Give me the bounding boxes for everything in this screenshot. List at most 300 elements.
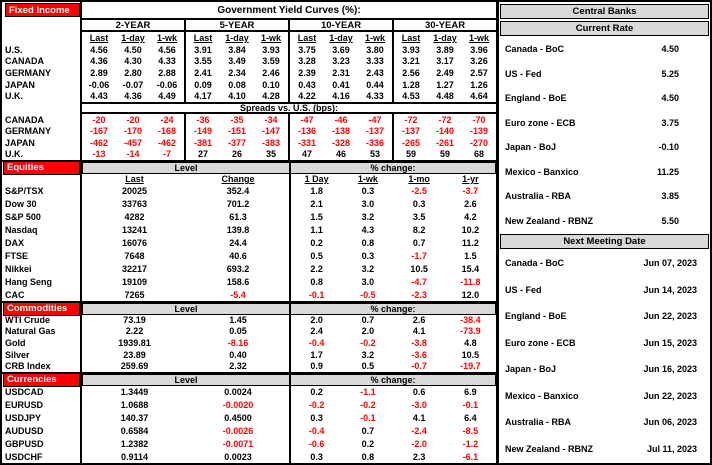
value-cell: -381 (193, 137, 212, 148)
central-bank-row (500, 311, 709, 321)
value-cell: 3.26 (470, 56, 488, 67)
value-cell: -72 (438, 114, 452, 125)
commodities-header-row (2, 301, 496, 314)
last-cell: 1939.81 (118, 337, 151, 348)
col-header-last: Last (125, 174, 144, 184)
table-row (2, 67, 496, 79)
value-cell: 3.17 (436, 56, 454, 67)
instrument-label: CRB Index (2, 360, 82, 372)
bank-value: Jun 07, 2023 (643, 258, 697, 269)
value-cell: -336 (358, 137, 394, 149)
instrument-label: Hang Seng (2, 275, 82, 288)
last-cell: 19109 (121, 276, 148, 287)
value-cell: 2.88 (150, 67, 186, 79)
instrument-label: S&P 500 (2, 211, 82, 224)
value-cell: 26 (231, 149, 242, 160)
value-cell: -35 (230, 114, 244, 125)
currencies-label-cell (2, 374, 82, 385)
value-cell: 3.93 (402, 44, 420, 55)
col-header-1yr: 1-yr (462, 174, 479, 184)
central-bank-row (500, 417, 709, 427)
change-cell: 61.3 (187, 211, 291, 224)
col-header-1wk: 1-wk (468, 33, 489, 43)
bank-name: England - BoE (505, 93, 567, 104)
spreads-table (2, 114, 496, 160)
col-header-last: Last (89, 33, 109, 43)
current-rate-header: Current Rate (500, 21, 709, 36)
value-cell: 2.43 (358, 67, 394, 79)
equities-label-cell (2, 162, 82, 173)
pct-1mo-cell: -3.6 (411, 349, 427, 360)
value-cell: 1.28 (402, 79, 420, 90)
pct-1yr-cell: 2.6 (464, 199, 477, 210)
pct-1wk-cell: 0.5 (361, 361, 375, 372)
pct-1yr-cell: 10.2 (461, 225, 480, 236)
value-cell: 2.41 (194, 67, 212, 78)
equities-column-headers-row (2, 173, 496, 185)
pct-1wk-cell: -0.2 (360, 399, 376, 410)
value-cell: -46 (334, 114, 348, 125)
pct-1mo-cell: -3.8 (411, 337, 427, 348)
equities-header-row (2, 160, 496, 173)
value-cell: 35 (254, 149, 290, 161)
value-cell: -140 (435, 126, 454, 137)
value-cell: 4.36 (124, 91, 142, 102)
last-cell: 13241 (121, 225, 148, 236)
instrument-label: S&P/TSX (2, 185, 82, 198)
value-cell: 4.53 (402, 91, 420, 102)
value-cell: -24 (150, 114, 186, 126)
level-header: Level (82, 162, 290, 174)
year-group-header: 30-YEAR (424, 19, 466, 31)
bank-name: Australia - RBA (505, 191, 572, 202)
table-row (2, 44, 496, 56)
spacer-cell (2, 32, 82, 44)
pct-1day-cell: -0.6 (308, 438, 325, 449)
value-cell: 4.17 (194, 91, 212, 102)
pct-1yr-cell: -3.7 (462, 186, 479, 197)
pct-1mo-cell: 3.5 (412, 212, 426, 223)
year-group-header: 5-YEAR (186, 20, 290, 30)
value-cell: -136 (297, 126, 316, 137)
pct-1wk-cell: 0.8 (361, 451, 375, 462)
level-header: Level (82, 303, 290, 315)
pct-1wk-cell: 0.7 (361, 425, 375, 436)
col-header-last: Last (193, 33, 213, 43)
change-cell: -0.0026 (187, 424, 291, 437)
pct-1wk-cell: 0.8 (361, 238, 375, 248)
value-cell: 0.08 (228, 79, 246, 90)
pct-1wk-cell: 0.3 (361, 186, 375, 197)
central-banks-title: Central Banks (500, 4, 709, 19)
col-header-1day: 1-day (433, 33, 457, 43)
value-cell: 1.27 (436, 79, 454, 90)
value-cell: 4.43 (90, 91, 108, 102)
col-header-1wk: 1-wk (150, 32, 186, 44)
value-cell: 4.36 (90, 56, 108, 67)
table-row (2, 275, 496, 288)
value-cell: 4.48 (436, 91, 454, 102)
value-cell: -0.06 (150, 79, 186, 91)
country-label: JAPAN (2, 137, 82, 149)
year-group-header: 10-YEAR (290, 20, 394, 30)
next-meeting-header: Next Meeting Date (500, 234, 709, 249)
country-label: U.K. (2, 90, 82, 102)
value-cell: -36 (196, 114, 210, 125)
last-cell: 0.6584 (120, 425, 149, 436)
value-cell: 3.21 (402, 56, 420, 67)
bank-value: 11.25 (656, 166, 679, 177)
value-cell: 4.16 (332, 91, 350, 102)
table-row (2, 249, 496, 262)
value-cell: 0.10 (254, 79, 290, 91)
change-cell: 0.05 (187, 326, 291, 338)
col-header-1day: 1-day (329, 33, 353, 43)
value-cell: -462 (89, 137, 108, 148)
table-row (2, 149, 496, 161)
value-cell: 4.56 (150, 44, 186, 56)
pct-1day-cell: 0.3 (310, 412, 323, 423)
commodities-label-cell (2, 303, 82, 314)
change-cell: -0.0071 (187, 437, 291, 450)
currencies-section-label: Currencies (3, 373, 80, 387)
currencies-header-row (2, 372, 496, 385)
value-cell: 3.23 (332, 56, 350, 67)
col-header-1day: 1-day (225, 33, 249, 43)
value-cell: 3.84 (228, 44, 246, 55)
value-cell: 3.93 (254, 44, 290, 56)
pct-1yr-cell: 1.5 (464, 250, 477, 261)
pct-1yr-cell: 10.5 (461, 349, 480, 360)
country-label: U.S. (2, 44, 82, 56)
change-cell: 0.0024 (187, 385, 291, 398)
last-cell: 2.22 (125, 326, 144, 337)
pct-1yr-cell: 4.8 (464, 337, 477, 348)
pct-1mo-cell: 0.3 (412, 199, 426, 210)
table-row (2, 90, 496, 102)
value-cell: 1.26 (470, 79, 488, 90)
pct-1yr-cell: 12.0 (461, 289, 480, 300)
yields-table (2, 44, 496, 102)
value-cell: 59 (439, 149, 450, 160)
value-cell: 3.33 (358, 56, 394, 68)
bank-value: Jun 06, 2023 (643, 417, 697, 428)
pct-1yr-cell: -11.8 (460, 276, 481, 287)
change-cell: 139.8 (187, 224, 291, 237)
last-cell: 20025 (121, 186, 148, 197)
change-cell: 0.0023 (187, 450, 291, 463)
last-cell: 1.2382 (120, 438, 149, 449)
bank-value: 5.25 (661, 68, 679, 79)
value-cell: 4.30 (124, 56, 142, 67)
spreads-title-row (2, 102, 496, 114)
central-bank-row (500, 191, 709, 201)
value-cell: 2.34 (228, 67, 246, 78)
bank-value: -0.10 (658, 142, 679, 153)
table-row (2, 137, 496, 149)
bank-name: Australia - RBA (505, 417, 572, 428)
col-header-1mo: 1-mo (408, 174, 430, 184)
bank-value: 4.50 (661, 93, 679, 104)
value-cell: -47 (300, 114, 314, 125)
country-label: CANADA (2, 114, 82, 126)
central-bank-row (500, 93, 709, 103)
value-cell: 47 (301, 149, 312, 160)
last-cell: 73.19 (123, 314, 146, 325)
value-cell: -14 (126, 149, 140, 160)
year-groups-row (2, 18, 496, 32)
table-row (2, 385, 496, 398)
bank-name: Euro zone - ECB (505, 117, 576, 128)
bank-value: Jun 14, 2023 (643, 284, 697, 295)
table-row (2, 349, 496, 361)
year-group-header: 2-YEAR (82, 20, 186, 30)
value-cell: 2.57 (470, 67, 488, 78)
value-cell: -265 (401, 137, 420, 148)
change-cell: 352.4 (187, 185, 291, 198)
value-cell: -70 (472, 114, 486, 125)
value-cell: -20 (126, 114, 140, 125)
table-row (2, 314, 496, 326)
instrument-label: AUDUSD (2, 424, 82, 437)
pct-1yr-cell: -8.5 (462, 425, 479, 436)
value-cell: 2.56 (402, 67, 420, 78)
pct-1day-cell: -0.4 (308, 337, 325, 348)
pct-1mo-cell: 2.3 (412, 451, 426, 462)
commodities-section-label: Commodities (3, 302, 80, 316)
value-cell: 2.46 (254, 67, 290, 79)
instrument-label: DAX (2, 237, 82, 250)
pct-1yr-cell: 4.2 (464, 212, 477, 223)
table-row (2, 360, 496, 372)
value-cell: 4.33 (358, 90, 394, 102)
value-cell: -270 (469, 137, 488, 148)
bank-name: Japan - BoJ (505, 142, 557, 153)
value-cell: 0.41 (332, 79, 350, 90)
pct-1mo-cell: -1.7 (411, 250, 427, 261)
pct-1day-cell: 1.8 (310, 186, 323, 197)
pct-1day-cell: 0.8 (310, 276, 323, 287)
last-cell: 0.9114 (120, 451, 149, 462)
instrument-label: EURUSD (2, 398, 82, 411)
value-cell: 68 (473, 149, 484, 160)
bank-name: US - Fed (505, 68, 542, 79)
value-cell: 0.43 (298, 79, 316, 90)
value-cell: 4.49 (150, 90, 186, 102)
fixed-income-label-cell (2, 2, 82, 18)
last-cell: 33763 (121, 199, 148, 210)
value-cell: 4.56 (90, 44, 108, 55)
bank-value: Jun 15, 2023 (643, 337, 697, 348)
value-cell: 53 (358, 149, 394, 161)
pct-1mo-cell: -0.7 (411, 361, 427, 372)
instrument-label: USDCAD (2, 385, 82, 398)
value-cell: 0.09 (194, 79, 212, 90)
table-row (2, 398, 496, 411)
central-bank-row (500, 142, 709, 152)
value-cell: 4.22 (298, 91, 316, 102)
pct-1yr-cell: -73.9 (460, 326, 481, 337)
value-cell: 3.89 (436, 44, 454, 55)
pct-1wk-cell: -1.1 (360, 386, 376, 397)
value-cell: 4.50 (124, 44, 142, 55)
country-label: CANADA (2, 56, 82, 68)
pct-1yr-cell: -38.4 (460, 314, 481, 325)
value-cell: 4.10 (228, 91, 246, 102)
pct-1mo-cell: -4.7 (411, 276, 427, 287)
pct-1mo-cell: -2.0 (411, 438, 427, 449)
instrument-label: WTI Crude (2, 314, 82, 326)
bank-name: England - BoE (505, 311, 567, 322)
value-cell: 3.96 (470, 44, 488, 55)
table-row (2, 114, 496, 126)
instrument-label: Natural Gas (2, 326, 82, 338)
pct-1wk-cell: 0.2 (361, 438, 375, 449)
pct-1wk-cell: 3.0 (361, 199, 375, 210)
value-cell: -149 (193, 126, 212, 137)
central-bank-row (500, 258, 709, 268)
change-cell: 701.2 (187, 198, 291, 211)
value-cell: -47 (358, 114, 394, 126)
country-label: U.K. (2, 149, 82, 161)
instrument-label: USDCHF (2, 450, 82, 463)
pct-1yr-cell: 15.4 (461, 263, 480, 274)
value-cell: 3.80 (358, 44, 394, 56)
value-cell: -328 (331, 137, 350, 148)
bank-name: US - Fed (505, 284, 542, 295)
last-cell: 7265 (124, 289, 145, 300)
change-cell: 158.6 (187, 275, 291, 288)
pct-1mo-cell: 4.1 (412, 412, 426, 423)
pct-1yr-cell: -1.2 (462, 438, 479, 449)
bank-name: New Zealand - RBNZ (505, 215, 594, 226)
bank-name: Mexico - Banxico (505, 390, 579, 401)
value-cell: 3.28 (298, 56, 316, 67)
pct-1mo-cell: 0.7 (412, 238, 426, 248)
value-cell: -0.07 (122, 79, 144, 90)
value-cell: 3.75 (298, 44, 316, 55)
current-rate-list (500, 37, 709, 233)
pct-1yr-cell: 11.2 (461, 238, 479, 248)
pct-1mo-cell: -2.3 (411, 289, 427, 300)
pct-1day-cell: 0.3 (310, 451, 323, 462)
table-row (2, 56, 496, 68)
central-bank-row (500, 444, 709, 454)
last-cell: 16076 (121, 238, 148, 248)
pct-change-header: % change: (290, 303, 496, 315)
last-cell: 1.0688 (120, 399, 149, 410)
fixed-income-header-row (2, 2, 496, 18)
instrument-label: Gold (2, 337, 82, 349)
table-row (2, 326, 496, 338)
value-cell: -261 (435, 137, 454, 148)
value-cell: -462 (150, 137, 186, 149)
value-cell: -20 (92, 114, 106, 125)
change-cell: 1.45 (187, 314, 291, 326)
bank-name: Canada - BoC (505, 44, 565, 55)
last-cell: 140.37 (120, 412, 149, 423)
central-bank-row (500, 364, 709, 374)
table-row (2, 424, 496, 437)
instrument-label: FTSE (2, 249, 82, 262)
value-cell: -137 (358, 126, 394, 138)
central-bank-row (500, 391, 709, 401)
pct-1wk-cell: 3.2 (361, 212, 375, 223)
pct-1day-cell: 1.5 (310, 212, 323, 223)
pct-1yr-cell: 6.9 (464, 386, 477, 397)
change-cell: -0.0020 (187, 398, 291, 411)
value-cell: -0.06 (88, 79, 110, 90)
col-header-1day: 1 Day (304, 174, 329, 184)
pct-1wk-cell: 0.7 (361, 314, 375, 325)
value-cell: 0.44 (358, 79, 394, 91)
pct-1day-cell: -0.2 (308, 399, 325, 410)
value-cell: -7 (150, 149, 186, 161)
pct-1day-cell: 1.1 (310, 225, 323, 236)
instrument-label: Nikkei (2, 262, 82, 275)
instrument-label: Silver (2, 349, 82, 361)
table-row (2, 237, 496, 250)
pct-1mo-cell: 4.1 (412, 326, 426, 337)
pct-1day-cell: -0.1 (308, 289, 325, 300)
table-row (2, 411, 496, 424)
col-header-change: Change (187, 173, 291, 185)
value-cell: 2.39 (298, 67, 316, 78)
col-header-1wk: 1-wk (357, 174, 378, 184)
pct-1mo-cell: 8.2 (412, 225, 426, 236)
value-cell: 2.80 (124, 67, 142, 78)
col-header-1wk: 1-wk (358, 32, 394, 44)
pct-1yr-cell: -19.7 (460, 361, 481, 372)
next-meeting-list (500, 250, 709, 462)
value-cell: -377 (227, 137, 246, 148)
central-bank-row (500, 44, 709, 54)
pct-1mo-cell: -2.5 (411, 186, 427, 197)
pct-1day-cell: -0.4 (308, 425, 325, 436)
bank-value: Jun 22, 2023 (643, 390, 697, 401)
pct-1wk-cell: 4.3 (361, 225, 375, 236)
country-label: JAPAN (2, 79, 82, 91)
change-cell: 0.4500 (187, 411, 291, 424)
value-cell: -13 (92, 149, 106, 160)
pct-1mo-cell: 10.5 (410, 263, 428, 274)
value-cell: 27 (197, 149, 208, 160)
commodities-table (2, 314, 496, 372)
value-cell: -170 (123, 126, 142, 137)
yield-column-headers-row (2, 32, 496, 44)
pct-1day-cell: 2.0 (310, 314, 323, 325)
pct-1wk-cell: -0.1 (360, 412, 376, 423)
pct-1mo-cell: 0.6 (412, 386, 426, 397)
value-cell: -34 (254, 114, 290, 126)
equities-section-label: Equities (3, 161, 80, 175)
value-cell: 3.69 (332, 44, 350, 55)
spacer-cell (2, 173, 82, 185)
left-panel (2, 2, 499, 463)
instrument-label: CAC (2, 288, 82, 301)
bank-value: 4.50 (661, 44, 679, 55)
table-row (2, 288, 496, 301)
change-cell: 0.40 (187, 349, 291, 361)
col-header-last: Last (297, 33, 317, 43)
spreads-title: Spreads vs. U.S. (bps): (82, 102, 496, 114)
central-bank-row (500, 216, 709, 226)
value-cell: 4.64 (470, 91, 488, 102)
level-header: Level (82, 374, 290, 386)
value-cell: -147 (254, 126, 290, 138)
pct-1mo-cell: 2.6 (412, 314, 426, 325)
bank-value: 5.50 (661, 215, 679, 226)
